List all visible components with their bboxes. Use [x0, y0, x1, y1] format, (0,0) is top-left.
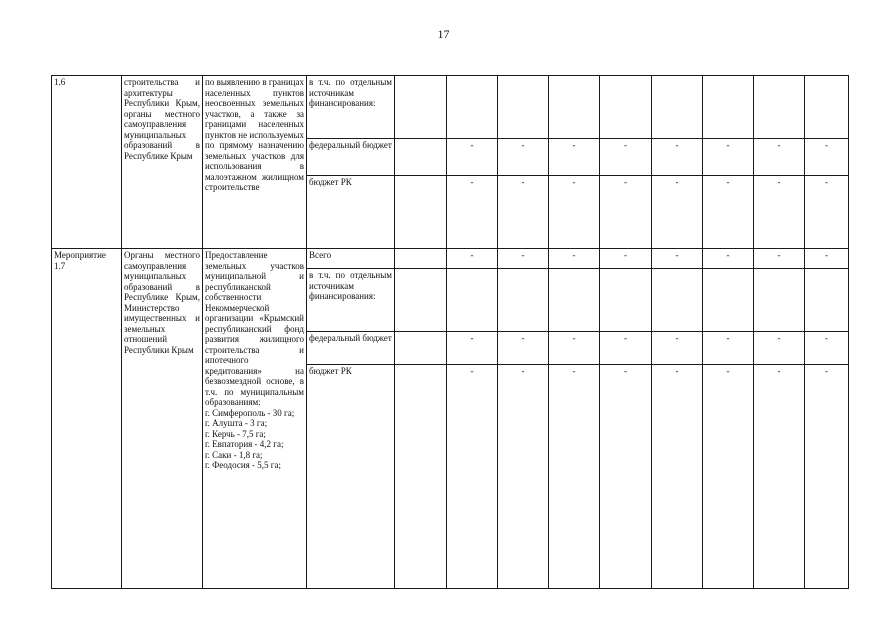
value-cell: -	[447, 249, 498, 269]
value-cell: -	[805, 365, 849, 589]
value-cell	[498, 76, 549, 139]
value-cell: -	[549, 365, 600, 589]
value-cell: -	[600, 365, 652, 589]
value-cell	[805, 76, 849, 139]
value-cell: -	[652, 176, 703, 249]
value-cell: -	[754, 139, 805, 176]
value-cell	[395, 365, 447, 589]
table-row	[52, 76, 849, 139]
value-cell: -	[754, 332, 805, 365]
value-cell: -	[805, 176, 849, 249]
value-cell	[600, 76, 652, 139]
value-cell	[600, 269, 652, 332]
value-cell	[652, 76, 703, 139]
funding-source-label: федеральный бюджет	[307, 332, 395, 365]
value-cell: -	[703, 332, 754, 365]
value-cell: -	[498, 365, 549, 589]
funding-source-label: бюджет РК	[307, 365, 395, 589]
value-cell	[754, 269, 805, 332]
activity-id-cell: Мероприятие 1.7	[52, 249, 122, 589]
value-cell: -	[498, 332, 549, 365]
funding-source-label: в т.ч. по отдельным источникам финансирования:	[307, 76, 395, 139]
value-cell: -	[652, 139, 703, 176]
funding-source-label: Всего	[307, 249, 395, 269]
description-cell: по выявлению в границах населенных пунктов неосвоенных земельных участков, а также за границами населенных пунктов не используемых по прямому назначению земельных участков для использования в малоэтажном жилищном строительстве	[203, 76, 307, 249]
value-cell: -	[703, 249, 754, 269]
funding-source-label: бюджет РК	[307, 176, 395, 249]
value-cell: -	[703, 365, 754, 589]
value-cell	[447, 269, 498, 332]
value-cell: -	[754, 249, 805, 269]
value-cell	[498, 269, 549, 332]
value-cell: -	[447, 365, 498, 589]
value-cell	[447, 76, 498, 139]
value-cell	[395, 269, 447, 332]
value-cell	[395, 332, 447, 365]
value-cell	[754, 76, 805, 139]
value-cell: -	[652, 365, 703, 589]
funding-source-label: в т.ч. по отдельным источникам финансирования:	[307, 269, 395, 332]
value-cell: -	[805, 249, 849, 269]
value-cell	[395, 139, 447, 176]
value-cell: -	[652, 332, 703, 365]
value-cell	[549, 269, 600, 332]
value-cell: -	[498, 176, 549, 249]
value-cell	[805, 269, 849, 332]
value-cell	[703, 269, 754, 332]
executor-cell: строительства и архитектуры Республики Крым, органы местного самоуправления муниципальных образований в Республике Крым	[122, 76, 203, 249]
description-cell: Предоставление земельных участков муниципальной и республиканской собственности Некоммерческой организации «Крымский республиканский фонд развития жилищного строительства и ипотечного кредитования» на безвозмездной основе, в т.ч. по муниципальным образованиям: г. Симферополь - 30 га; г. Алушта - 3 га; г. Керчь - 7,5 га; г. Евпатория - 4,2 га; г. Саки - 1,8 га; г. Феодосия - 5,5 га;	[203, 249, 307, 589]
value-cell: -	[549, 332, 600, 365]
value-cell: -	[447, 139, 498, 176]
funding-source-label: федеральный бюджет	[307, 139, 395, 176]
value-cell	[652, 269, 703, 332]
value-cell: -	[652, 249, 703, 269]
value-cell: -	[754, 176, 805, 249]
page-number: 17	[437, 27, 450, 41]
value-cell: -	[754, 365, 805, 589]
value-cell: -	[498, 139, 549, 176]
value-cell	[703, 76, 754, 139]
value-cell	[395, 76, 447, 139]
executor-cell: Органы местного самоуправления муниципальных образований в Республике Крым, Министерство имущественных и земельных отношений Республики Крым	[122, 249, 203, 589]
table-row	[52, 249, 849, 269]
value-cell: -	[805, 332, 849, 365]
value-cell: -	[805, 139, 849, 176]
value-cell	[549, 76, 600, 139]
value-cell: -	[549, 139, 600, 176]
value-cell: -	[447, 176, 498, 249]
value-cell	[395, 249, 447, 269]
activity-id-cell: 1.6	[52, 76, 122, 249]
value-cell: -	[447, 332, 498, 365]
value-cell: -	[600, 332, 652, 365]
value-cell: -	[703, 139, 754, 176]
program-activities-table	[51, 75, 849, 589]
value-cell: -	[549, 249, 600, 269]
value-cell	[395, 176, 447, 249]
value-cell: -	[549, 176, 600, 249]
value-cell: -	[703, 176, 754, 249]
value-cell: -	[498, 249, 549, 269]
value-cell: -	[600, 176, 652, 249]
value-cell: -	[600, 139, 652, 176]
value-cell: -	[600, 249, 652, 269]
